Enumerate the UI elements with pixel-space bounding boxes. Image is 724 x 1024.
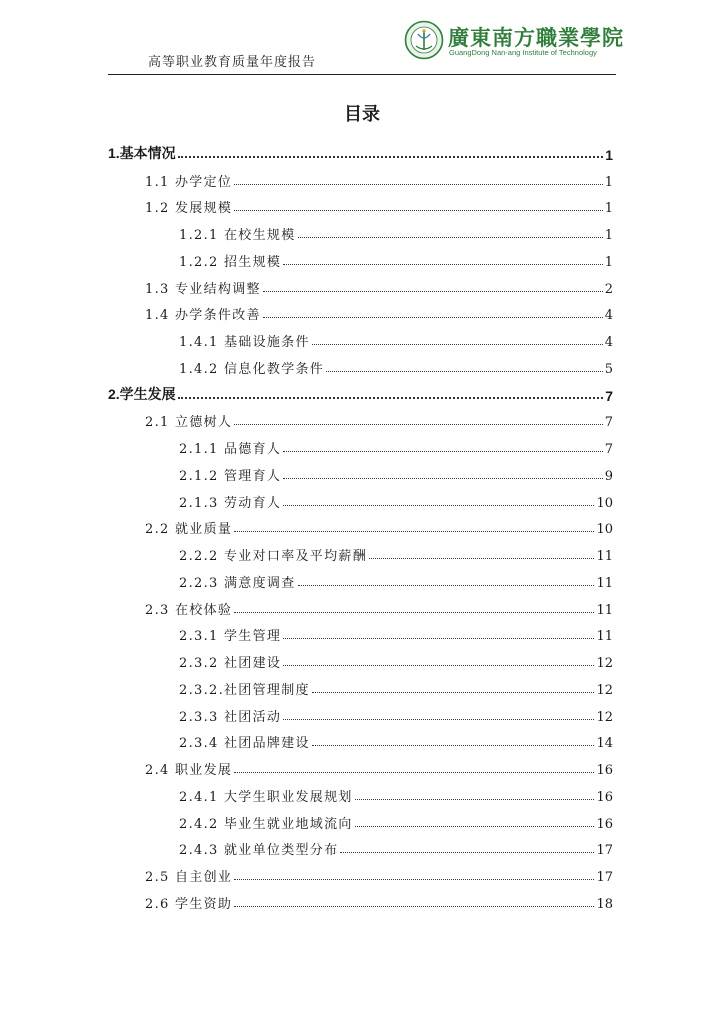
toc-entry[interactable]	[108, 163, 613, 190]
toc-entry-text: 2.3.3 社团活动	[179, 709, 282, 725]
toc-entry-text: 2.学生发展	[108, 385, 176, 402]
toc-entry[interactable]	[108, 778, 613, 805]
toc-entry-text: 2.5 自主创业	[145, 870, 233, 885]
toc-entry-text: 2.2.3 满意度调查	[179, 575, 296, 591]
toc-entry[interactable]	[108, 190, 613, 217]
dot-leader	[312, 692, 595, 693]
toc-entry[interactable]	[108, 671, 613, 698]
dot-leader	[355, 826, 595, 827]
toc-entry-text: 2.1.1 品德育人	[179, 442, 282, 457]
toc-entry[interactable]	[108, 644, 613, 671]
toc-entry-text: 2.4.3 就业单位类型分布	[179, 843, 339, 859]
dot-leader	[234, 184, 603, 185]
dot-leader	[234, 772, 594, 773]
dot-leader	[263, 291, 603, 292]
toc-entry-text: 2.4.2 毕业生就业地域流向	[179, 816, 353, 832]
toc-page-number: 12	[596, 682, 613, 698]
toc-page-number: 11	[596, 629, 613, 645]
logo-english-name: GuangDong Nan-ang Institute of Technology	[449, 48, 597, 57]
college-emblem-icon	[404, 20, 444, 60]
toc-page-number: 14	[596, 736, 613, 752]
toc-entry[interactable]	[108, 377, 613, 404]
dot-leader	[234, 879, 594, 880]
toc-entry[interactable]	[108, 404, 613, 431]
toc-entry[interactable]	[108, 297, 613, 324]
dot-leader	[234, 612, 594, 613]
page-header	[108, 14, 624, 75]
toc-entry-text: 1.2 发展规模	[145, 201, 233, 217]
toc-page-number: 11	[596, 549, 613, 564]
toc-page-number: 4	[604, 335, 613, 350]
dot-leader	[178, 156, 604, 158]
college-logo	[404, 20, 624, 64]
toc-page-number: 11	[596, 575, 613, 591]
toc-entry-text: 1.4.2 信息化教学条件	[179, 361, 325, 377]
dot-leader	[298, 585, 595, 586]
toc-page-number: 1	[604, 254, 613, 270]
toc-page-number: 1	[604, 201, 613, 217]
dot-leader	[283, 478, 603, 479]
toc-entry-text: 1.1 办学定位	[145, 174, 233, 190]
toc-page-number: 16	[596, 816, 613, 832]
toc-page-number: 16	[596, 789, 613, 805]
toc-heading: 目录	[344, 104, 380, 125]
dot-leader	[234, 424, 603, 425]
toc-page-number: 17	[596, 843, 613, 859]
toc-entry-text: 2.4.1 大学生职业发展规划	[179, 789, 353, 805]
toc-entry-text: 1.4.1 基础设施条件	[179, 335, 310, 350]
toc-page-number: 10	[596, 495, 613, 511]
toc-entry[interactable]	[108, 457, 613, 484]
dot-leader	[234, 906, 594, 907]
toc-page-number: 18	[596, 896, 613, 912]
toc-entry-text: 2.3.1 学生管理	[179, 629, 282, 645]
dot-leader	[298, 237, 603, 238]
dot-leader	[178, 397, 604, 399]
toc-entry[interactable]	[108, 537, 613, 564]
toc-page-number: 10	[596, 522, 613, 538]
toc-entry-text: 1.3 专业结构调整	[145, 281, 261, 297]
dot-leader	[234, 531, 594, 532]
toc-entry-text: 2.6 学生资助	[145, 896, 233, 912]
dot-leader	[312, 745, 595, 746]
report-title: 高等职业教育质量年度报告	[148, 55, 317, 70]
toc-page-number: 7	[604, 415, 613, 431]
toc-entry-text: 1.4 办学条件改善	[145, 308, 261, 324]
toc-entry[interactable]	[108, 564, 613, 591]
dot-leader	[369, 558, 594, 559]
dot-leader	[283, 505, 594, 506]
toc-entry-text: 2.4 职业发展	[145, 763, 233, 778]
toc-entry[interactable]	[108, 591, 613, 618]
toc-entry[interactable]	[108, 698, 613, 725]
toc-entry[interactable]	[108, 216, 613, 243]
toc-entry-text: 1.2.2 招生规模	[179, 254, 282, 270]
toc-entry-text: 2.2.2 专业对口率及平均薪酬	[179, 549, 368, 564]
toc-entry-text: 2.3.4 社团品牌建设	[179, 736, 310, 752]
toc-entry-text: 2.3 在校体验	[145, 602, 233, 618]
toc-entry[interactable]	[108, 323, 613, 350]
toc-entry[interactable]	[108, 725, 613, 752]
table-of-contents	[108, 136, 613, 912]
dot-leader	[283, 665, 594, 666]
toc-entry-text: 2.3.2.社团管理制度	[179, 682, 310, 698]
toc-page-number: 1	[604, 228, 613, 243]
toc-entry-text: 2.1.3 劳动育人	[179, 495, 282, 511]
toc-page-number: 5	[604, 361, 613, 377]
toc-entry-text: 2.1.2 管理育人	[179, 468, 282, 484]
toc-entry-text: 2.2 就业质量	[145, 522, 233, 538]
logo-chinese-name: 廣東南方職業學院	[448, 25, 624, 50]
dot-leader	[283, 264, 603, 265]
toc-entry[interactable]	[108, 270, 613, 297]
dot-leader	[234, 210, 603, 211]
dot-leader	[340, 852, 594, 853]
toc-entry-text: 2.3.2 社团建设	[179, 656, 282, 671]
toc-page-number: 11	[596, 602, 613, 618]
toc-entry[interactable]	[108, 430, 613, 457]
toc-entry[interactable]	[108, 858, 613, 885]
toc-entry[interactable]	[108, 511, 613, 538]
toc-entry[interactable]	[108, 484, 613, 511]
toc-entry[interactable]	[108, 832, 613, 859]
toc-entry[interactable]	[108, 751, 613, 778]
toc-page-number: 1	[604, 174, 613, 190]
toc-entry-text: 1.2.1 在校生规模	[179, 228, 296, 243]
dot-leader	[312, 344, 603, 345]
dot-leader	[355, 799, 595, 800]
toc-page-number: 4	[604, 308, 613, 324]
toc-page-number: 1	[605, 146, 613, 163]
toc-page-number: 7	[604, 442, 613, 457]
toc-page-number: 16	[596, 763, 613, 778]
toc-entry[interactable]	[108, 243, 613, 270]
toc-page-number: 17	[596, 870, 613, 885]
toc-entry[interactable]	[108, 805, 613, 832]
toc-page-number: 12	[596, 656, 613, 671]
toc-page-number: 7	[605, 387, 613, 404]
toc-entry[interactable]	[108, 350, 613, 377]
dot-leader	[283, 451, 603, 452]
toc-page-number: 9	[604, 468, 613, 484]
toc-entry[interactable]	[108, 885, 613, 912]
dot-leader	[326, 371, 603, 372]
toc-entry-text: 1.基本情况	[108, 144, 176, 161]
toc-page-number: 12	[596, 709, 613, 725]
dot-leader	[263, 317, 603, 318]
dot-leader	[283, 638, 594, 639]
dot-leader	[283, 719, 594, 720]
toc-page-number: 2	[604, 281, 613, 297]
toc-entry[interactable]	[108, 136, 613, 163]
toc-entry[interactable]	[108, 618, 613, 645]
toc-entry-text: 2.1 立德树人	[145, 415, 233, 431]
